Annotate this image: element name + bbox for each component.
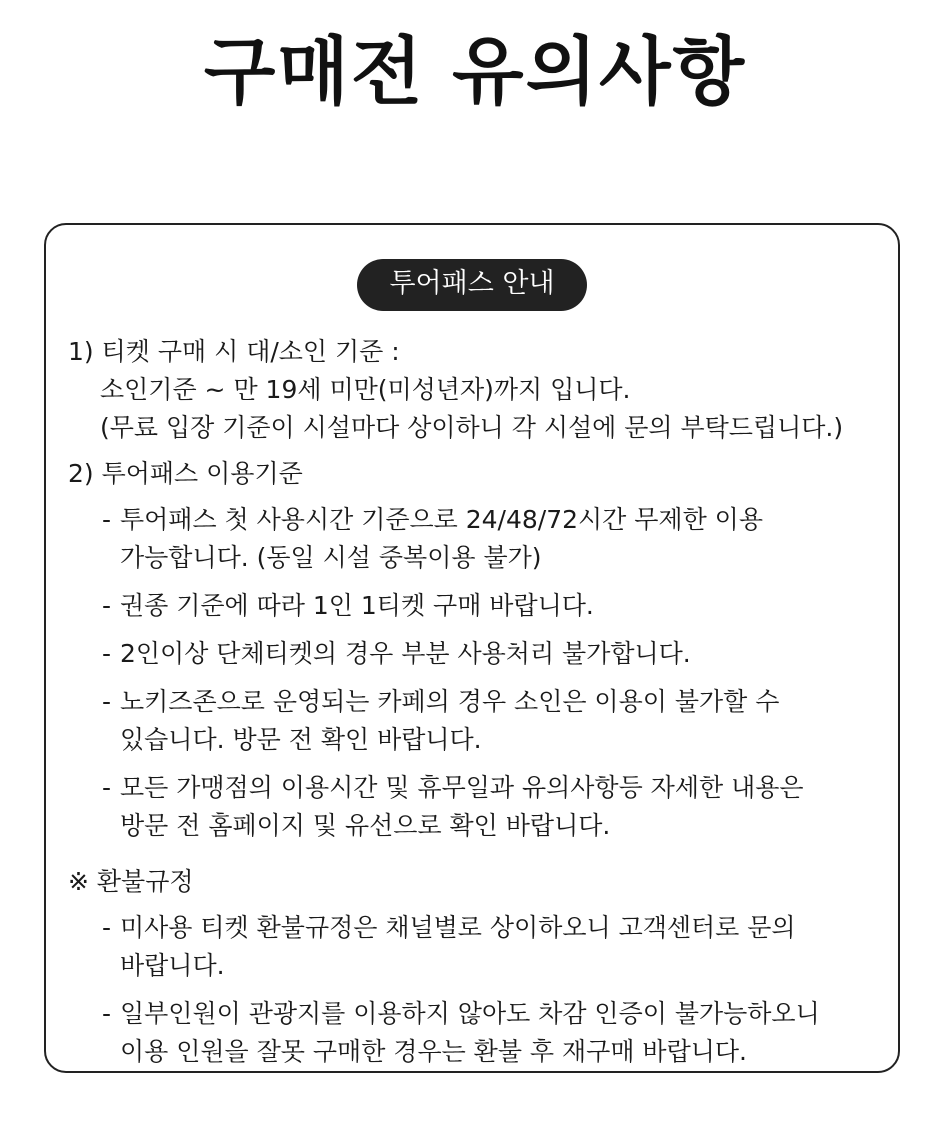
refund-heading: ※ 환불규정	[68, 867, 194, 896]
section-badge: 투어패스 안내	[357, 259, 586, 311]
list-item	[68, 587, 880, 625]
list-item-text: 가능합니다. (동일 시설 중복이용 불가)	[120, 543, 542, 572]
list-item-text: 있습니다. 방문 전 확인 바랍니다.	[120, 725, 482, 754]
list-item-text: - 노키즈존으로 운영되는 카페의 경우 소인은 이용이 불가할 수	[120, 687, 780, 716]
page-title: 구매전 유의사항	[203, 29, 747, 115]
list-item	[68, 769, 880, 845]
badge-wrap	[46, 259, 898, 311]
section2-heading: 2) 투어패스 이용기준	[68, 459, 303, 488]
notice-content	[68, 333, 880, 1081]
list-item	[68, 909, 880, 985]
list-item	[68, 635, 880, 673]
list-item-text: 바랍니다.	[120, 951, 225, 980]
list-item-text: - 투어패스 첫 사용시간 기준으로 24/48/72시간 무제한 이용	[120, 505, 763, 534]
list-item-text: 이용 인원을 잘못 구매한 경우는 환불 후 재구매 바랍니다.	[120, 1037, 747, 1066]
list-item-text: 방문 전 홈페이지 및 유선으로 확인 바랍니다.	[120, 811, 611, 840]
section1-line: (무료 입장 기준이 시설마다 상이하니 각 시설에 문의 부탁드립니다.)	[100, 413, 844, 442]
list-item-text: - 일부인원이 관광지를 이용하지 않아도 차감 인증이 불가능하오니	[120, 999, 820, 1028]
list-item-text: - 미사용 티켓 환불규정은 채널별로 상이하오니 고객센터로 문의	[120, 913, 796, 942]
list-item	[68, 995, 880, 1071]
notice-box	[44, 223, 900, 1073]
section1-heading: 1) 티켓 구매 시 대/소인 기준 :	[68, 337, 400, 366]
section1-line: 소인기준 ~ 만 19세 미만(미성년자)까지 입니다.	[100, 375, 631, 404]
list-item-text: - 모든 가맹점의 이용시간 및 휴무일과 유의사항등 자세한 내용은	[120, 773, 804, 802]
list-item	[68, 501, 880, 577]
list-item-text: - 권종 기준에 따라 1인 1티켓 구매 바랍니다.	[120, 591, 594, 620]
list-item	[68, 683, 880, 759]
list-item-text: - 2인이상 단체티켓의 경우 부분 사용처리 불가합니다.	[120, 639, 691, 668]
